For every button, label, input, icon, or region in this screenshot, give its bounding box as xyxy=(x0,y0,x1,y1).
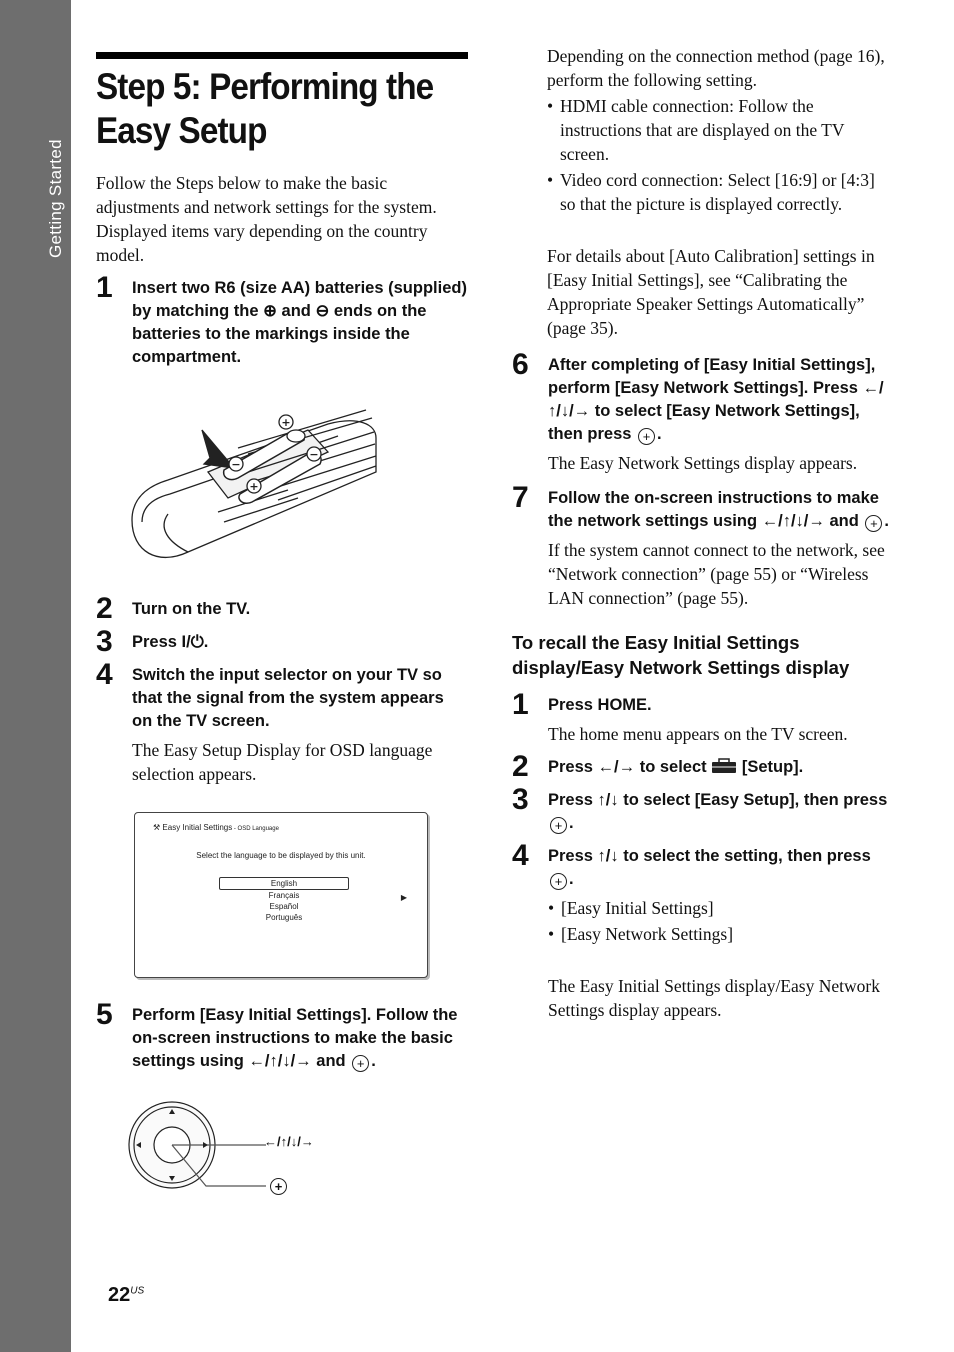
battery-illustration xyxy=(128,402,378,568)
osd-language-screen xyxy=(134,812,428,978)
step-1 xyxy=(96,271,468,369)
osd-prompt: Select the language to be displayed by this unit. xyxy=(196,851,366,860)
enter-icon: + xyxy=(550,817,567,834)
enter-icon: + xyxy=(352,1055,369,1072)
recall-step-3 xyxy=(512,783,892,835)
intro-text: Follow the Steps below to make the basic adjustments and network settings for the system. Displayed items vary depending on the country model. xyxy=(96,173,437,265)
step-number: 2 xyxy=(96,592,113,625)
osd-title: ⚒ Easy Initial Settings - OSD Language xyxy=(153,823,279,832)
recall-step-1 xyxy=(512,688,892,746)
osd-option-portugues[interactable]: Português xyxy=(265,913,303,922)
left-column xyxy=(96,52,468,369)
step-7 xyxy=(512,481,892,610)
toolbox-icon: ⚒ xyxy=(153,823,163,832)
step-text: Press ←/→ to select [Setup]. xyxy=(548,758,804,776)
step-body: The home menu appears on the TV screen. xyxy=(548,724,848,744)
left-steps-2-4 xyxy=(96,592,468,786)
step-text: Perform [Easy Initial Settings]. Follow the on-screen instructions to make the basic settings using ←/↑/↓/→ and + . xyxy=(132,1006,458,1071)
bullet-easy-network: • [Easy Network Settings] xyxy=(548,922,892,946)
step-text: Press HOME. xyxy=(548,696,652,714)
step-text: Press ↑/↓ to select the setting, then press + . xyxy=(548,847,871,889)
recall-step-4 xyxy=(512,839,892,1022)
recall-closing: The Easy Initial Settings display/Easy Network Settings display appears. xyxy=(548,976,880,1020)
osd-option-english[interactable]: English xyxy=(219,877,349,890)
svg-text:+: + xyxy=(281,416,291,429)
step-number: 4 xyxy=(512,839,529,872)
remote-arrows-label: ←/↑/↓/→ xyxy=(264,1134,314,1149)
step-number: 1 xyxy=(96,271,113,304)
osd-option-francais[interactable]: Français xyxy=(268,891,300,900)
osd-options xyxy=(219,877,349,923)
recall-step-2 xyxy=(512,750,892,783)
step-number: 1 xyxy=(512,688,529,721)
step-number: 3 xyxy=(512,783,529,816)
bullet-hdmi: • HDMI cable connection: Follow the instructions that are displayed on the TV screen. xyxy=(547,94,892,166)
step-text: Press ↑/↓ to select [Easy Setup], then press + . xyxy=(548,791,888,833)
step-body: The Easy Setup Display for OSD language selection appears. xyxy=(132,740,433,784)
step-text: Switch the input selector on your TV so that the signal from the system appears on the TV screen. xyxy=(132,666,444,730)
enter-icon: + xyxy=(638,428,655,445)
enter-icon: + xyxy=(550,873,567,890)
step-5 xyxy=(96,998,468,1073)
toolbox-icon xyxy=(711,758,737,774)
step-text: Turn on the TV. xyxy=(132,600,251,618)
step-number: 7 xyxy=(512,481,529,514)
right-arrow-icon: ▶ xyxy=(400,893,407,902)
step-text: Insert two R6 (size AA) batteries (supplied) by matching the ⊕ and ⊖ ends on the batteries to the markings inside the compartment. xyxy=(132,279,467,366)
step-body: If the system cannot connect to the network, see “Network connection” (page 55) or “Wireless LAN connection” (page 55). xyxy=(548,540,885,608)
step-number: 3 xyxy=(96,625,113,658)
page-number: $22^{US}$ xyxy=(108,1284,145,1306)
step-number: 6 xyxy=(512,348,529,381)
minus-icon: ⊖ xyxy=(315,302,330,320)
bullet-easy-initial: • [Easy Initial Settings] xyxy=(548,896,892,920)
step-3 xyxy=(96,625,468,658)
step-number: 4 xyxy=(96,658,113,691)
svg-text:−: − xyxy=(231,458,241,471)
step-number: 5 xyxy=(96,998,113,1031)
step-text: After completing of [Easy Initial Settings], perform [Easy Network Settings]. Press ←/↑/↓/→ to select [Easy Network Settings], then press + . xyxy=(548,356,884,444)
step-body: The Easy Network Settings display appears. xyxy=(548,453,858,473)
left-step-5 xyxy=(96,998,468,1073)
step-number: 2 xyxy=(512,750,529,783)
step-text: Follow the on-screen instructions to make the network settings using ←/↑/↓/→ and + . xyxy=(548,489,889,531)
enter-icon: + xyxy=(865,515,882,532)
right-column xyxy=(512,44,892,1022)
svg-text:−: − xyxy=(309,448,319,461)
right-intro xyxy=(512,44,892,340)
title-rule xyxy=(96,52,468,59)
step-text: Press I/⏻. xyxy=(132,633,209,651)
recall-heading: To recall the Easy Initial Settings display/Easy Network Settings display xyxy=(512,632,850,678)
bullet-video: • Video cord connection: Select [16:9] or [4:3] so that the picture is displayed correctly. xyxy=(547,168,892,216)
osd-option-espanol[interactable]: Español xyxy=(269,902,299,911)
connection-para: Depending on the connection method (page 16), perform the following setting. xyxy=(547,46,885,90)
step-6 xyxy=(512,348,892,475)
step-4 xyxy=(96,658,468,786)
remote-enter-label: + xyxy=(270,1178,287,1195)
sidebar-tab xyxy=(0,0,71,1352)
section-label: Getting Started xyxy=(46,139,65,258)
plus-icon: ⊕ xyxy=(263,302,277,320)
svg-text:+: + xyxy=(249,480,259,493)
page-title: Step 5: Performing the Easy Setup xyxy=(96,66,434,151)
calibration-para: For details about [Auto Calibration] settings in [Easy Initial Settings], see “Calibrating the Appropriate Speaker Settings Automatically” (page 35). xyxy=(547,246,875,338)
step-2 xyxy=(96,592,468,625)
